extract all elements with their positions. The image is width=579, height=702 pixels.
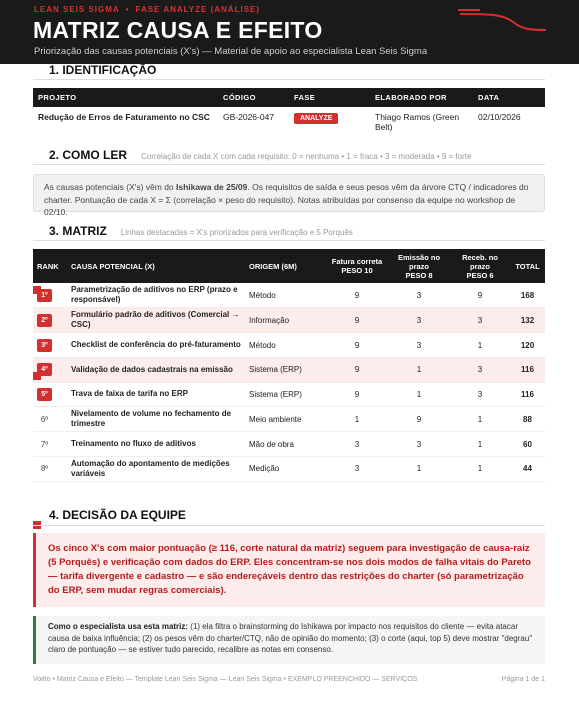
origem-cell: Meio ambiente xyxy=(245,407,326,432)
causa-cell: Checklist de conferência do pré-faturamento xyxy=(67,333,245,358)
como-ler-text: As causas potenciais (X's) vêm do xyxy=(44,182,177,192)
req3-cell: 9 xyxy=(450,283,510,308)
req1-cell: 3 xyxy=(326,456,388,481)
causa-cell: Validação de dados cadastrais na emissão xyxy=(67,357,245,382)
causa-cell: Nivelamento de volume no fechamento de trimestre xyxy=(67,407,245,432)
total-cell: 44 xyxy=(510,456,545,481)
eyebrow-separator: • xyxy=(125,5,130,14)
identificacao-header-row xyxy=(33,88,545,107)
table-row xyxy=(33,382,545,407)
matriz-header-row xyxy=(33,249,545,283)
req2-cell: 3 xyxy=(388,283,450,308)
req1-label: Fatura correta xyxy=(331,257,383,266)
rank-badge: 8º xyxy=(40,464,49,474)
causa-cell: Automação do apontamento de medições variáveis xyxy=(67,456,245,481)
rank-cell xyxy=(33,456,67,481)
origem-cell: Medição xyxy=(245,456,326,481)
rank-cell xyxy=(33,407,67,432)
req3-cell: 3 xyxy=(450,357,510,382)
matriz-note: Linhas destacadas = X's priorizados para verificação e 5 Porquês xyxy=(120,228,353,237)
col-data: DATA xyxy=(473,88,545,107)
identificacao-row xyxy=(33,107,545,139)
req3-label: Receb. no prazo xyxy=(462,252,498,271)
section-divider xyxy=(33,240,545,241)
decorative-curve-icon xyxy=(458,8,548,38)
table-row xyxy=(33,283,545,308)
req3-peso: PESO 6 xyxy=(466,270,494,280)
howto-text: (1) ela filtra o brainstorming do Ishikawa por impacto nos requisitos do cliente — evita atacar causa de baixa influência; (2) os pesos vêm do charter/CTQ, não de opinião do momento; (3) o corte (aqui, top 5) deve mostrar "degrau" claro de pontuação — se estiver tudo parecido, recalibre as notas em consenso. xyxy=(48,622,533,655)
identificacao-table xyxy=(33,88,545,139)
total-cell: 116 xyxy=(510,382,545,407)
eyebrow-phase: FASE ANALYZE (ANÁLISE) xyxy=(135,5,261,14)
req2-cell: 3 xyxy=(388,432,450,457)
table-row xyxy=(33,432,545,457)
matriz-table xyxy=(33,249,545,482)
total-cell: 120 xyxy=(510,333,545,358)
rank-cell xyxy=(33,308,67,333)
data-value: 02/10/2026 xyxy=(478,112,521,122)
footer-page: Página 1 de 1 xyxy=(501,676,545,683)
req2-cell: 3 xyxy=(388,333,450,358)
table-row xyxy=(33,456,545,481)
rank-badge: 3º xyxy=(37,339,52,352)
origem-cell: Método xyxy=(245,333,326,358)
footer-left: Voitto • Matriz Causa e Efeito — Template Lean Seis Sigma — Lean Seis Sigma • EXEMPLO PREENCHIDO — SERVIÇOS xyxy=(33,676,418,683)
req3-cell: 1 xyxy=(450,407,510,432)
rank-cell xyxy=(33,333,67,358)
como-ler-note: Correlação de cada X com cada requisito: 0 = nenhuma • 1 = fraca • 3 = moderada • 9 = forte xyxy=(141,152,472,161)
req2-cell: 1 xyxy=(388,357,450,382)
req2-label: Emissão no prazo xyxy=(397,252,441,271)
elaborado-por-value: Thiago Ramos (Green Belt) xyxy=(375,112,460,132)
req1-cell: 9 xyxy=(326,357,388,382)
origem-cell: Informação xyxy=(245,308,326,333)
total-cell: 60 xyxy=(510,432,545,457)
total-cell: 132 xyxy=(510,308,545,333)
req2-cell: 9 xyxy=(388,407,450,432)
req1-cell: 9 xyxy=(326,333,388,358)
como-ler-callout xyxy=(33,174,545,217)
rank-cell xyxy=(33,382,67,407)
col-causa: CAUSA POTENCIAL (X) xyxy=(67,249,245,283)
fase-cell xyxy=(289,107,370,139)
req2-peso: PESO 8 xyxy=(405,270,433,280)
req3-cell: 1 xyxy=(450,333,510,358)
rank-badge: 5º xyxy=(37,388,52,401)
table-row xyxy=(33,357,545,382)
total-cell: 88 xyxy=(510,407,545,432)
section-divider xyxy=(33,79,545,80)
section-decisao-heading: 4. DECISÃO DA EQUIPE xyxy=(49,508,186,522)
req2-cell: 1 xyxy=(388,382,450,407)
matriz-title: 3. MATRIZ xyxy=(49,224,107,238)
req1-cell: 9 xyxy=(326,283,388,308)
section-divider xyxy=(33,525,545,526)
origem-cell: Sistema (ERP) xyxy=(245,357,326,382)
total-cell: 168 xyxy=(510,283,545,308)
rank-badge: 6º xyxy=(40,414,49,424)
eyebrow xyxy=(34,5,260,14)
req3-cell: 1 xyxy=(450,456,510,481)
como-ler-bold: Ishikawa de 25/09 xyxy=(176,182,248,192)
col-req3 xyxy=(450,249,510,283)
col-total: TOTAL xyxy=(510,249,545,283)
req2-cell: 3 xyxy=(388,308,450,333)
col-codigo: CÓDIGO xyxy=(218,88,289,107)
req1-cell: 1 xyxy=(326,407,388,432)
req3-cell: 3 xyxy=(450,382,510,407)
decisao-callout: Os cinco X's com maior pontuação (≥ 116, corte natural da matriz) seguem para investigação de causa-raiz (5 Porquês) e verificação com dados do ERP. Eles concentram-se nos dois modos de falha vitais do Pareto — tarifa divergente e cadastro — e são endereçáveis dentro das restrições do charter (só parametrização do ERP, sem mudar regras comerciais). xyxy=(33,533,545,607)
col-origem: ORIGEM (6M) xyxy=(245,249,326,283)
howto-bold: Como o especialista usa esta matriz: xyxy=(48,622,189,631)
origem-cell: Sistema (ERP) xyxy=(245,382,326,407)
req3-cell: 1 xyxy=(450,432,510,457)
header-banner xyxy=(0,0,579,64)
causa-cell: Treinamento no fluxo de aditivos xyxy=(67,432,245,457)
projeto-value: Redução de Erros de Faturamento no CSC xyxy=(38,112,210,122)
causa-cell: Formulário padrão de aditivos (Comercial → CSC) xyxy=(67,308,245,333)
table-row xyxy=(33,308,545,333)
col-rank: RANK xyxy=(33,249,67,283)
como-ler-text-rest: . Os requisitos de saída e seus pesos vêm da árvore CTQ / indicadores do charter. Pontuação de cada X = Σ (correlação × peso do requisito). Notas atribuídas por consenso da equipe no workshop de 02/10. xyxy=(44,182,529,217)
section-divider xyxy=(33,164,545,165)
page-title: MATRIZ CAUSA E EFEITO xyxy=(33,17,323,43)
rank-badge: 2º xyxy=(37,314,52,327)
origem-cell: Método xyxy=(245,283,326,308)
req2-cell: 1 xyxy=(388,456,450,481)
req1-cell: 9 xyxy=(326,382,388,407)
causa-cell: Parametrização de aditivos no ERP (prazo e responsável) xyxy=(67,283,245,308)
col-req1 xyxy=(326,249,388,283)
footer xyxy=(33,676,545,683)
total-cell: 116 xyxy=(510,357,545,382)
eyebrow-brand: LEAN SEIS SIGMA xyxy=(34,5,120,14)
rank-badge: 7º xyxy=(40,439,49,449)
req1-cell: 9 xyxy=(326,308,388,333)
table-row xyxy=(33,333,545,358)
matriz-body xyxy=(33,283,545,481)
como-ler-title: 2. COMO LER xyxy=(49,148,128,162)
req1-cell: 3 xyxy=(326,432,388,457)
col-projeto: PROJETO xyxy=(33,88,218,107)
causa-cell: Trava de faixa de tarifa no ERP xyxy=(67,382,245,407)
origem-cell: Mão de obra xyxy=(245,432,326,457)
req3-cell: 3 xyxy=(450,308,510,333)
howto-callout xyxy=(33,616,545,664)
rank-cell xyxy=(33,432,67,457)
rank-badge: 1º xyxy=(37,289,52,302)
rank-badge: 4º xyxy=(37,363,52,376)
col-fase: FASE xyxy=(289,88,370,107)
section-marker xyxy=(33,372,41,380)
codigo-value: GB-2026-047 xyxy=(223,112,275,122)
col-req2 xyxy=(388,249,450,283)
section-matriz-heading xyxy=(49,224,353,238)
fase-badge: ANALYZE xyxy=(294,113,338,124)
req1-peso: PESO 10 xyxy=(341,266,373,275)
page-subtitle: Priorização das causas potenciais (X's) — Material de apoio ao especialista Lean Seis Sigma xyxy=(34,46,428,57)
section-como-ler-heading xyxy=(49,148,471,162)
section-marker xyxy=(33,286,41,294)
section-identificacao-heading: 1. IDENTIFICAÇÃO xyxy=(49,63,157,77)
col-elaborado-por: ELABORADO POR xyxy=(370,88,473,107)
table-row xyxy=(33,407,545,432)
